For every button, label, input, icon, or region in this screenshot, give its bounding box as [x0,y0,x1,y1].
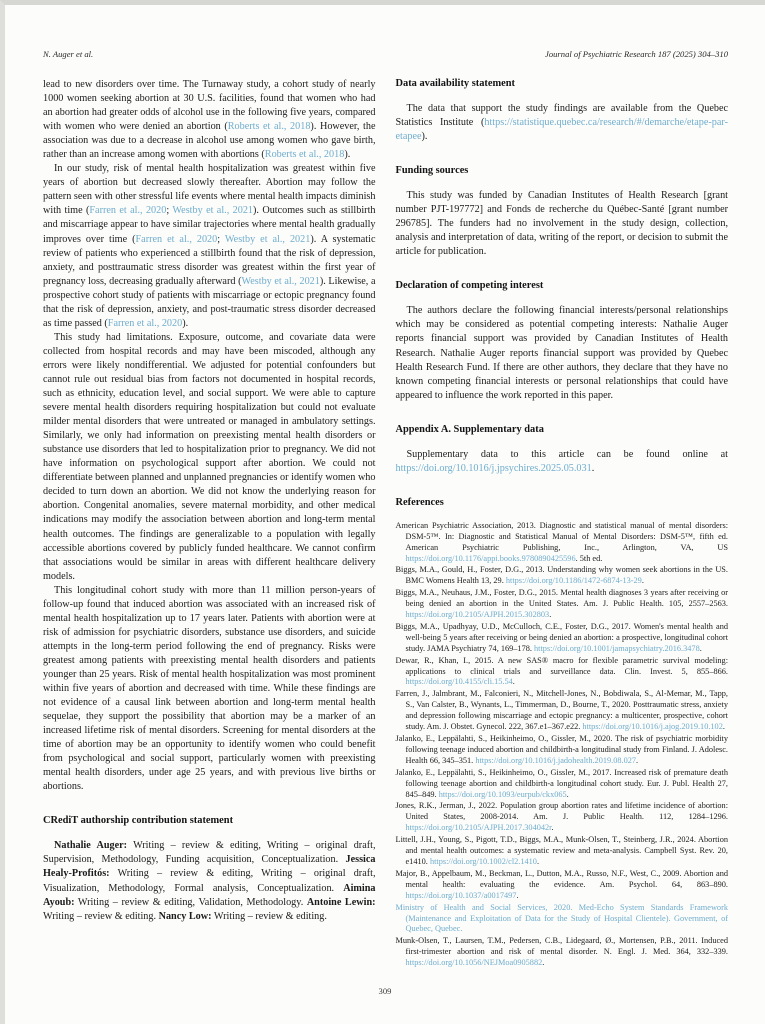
reference-entry [396,734,729,767]
paragraph [396,189,729,259]
text-segment: ). Outcomes such as stillbirth and miscarriage appear to have similar trajectories where mental health gradually improves over time ( [43,205,376,245]
citation-link[interactable]: Roberts et al., 2018 [264,149,345,161]
text-segment: ). [421,131,428,143]
text-segment: ; [217,233,225,245]
text-segment: Writing – review & editing. [43,910,159,922]
text-segment: ). However, the association was due to a decrease in alcohol use among women who gave birth, rather than an increase among women with abortions ( [43,121,376,161]
running-head-author: N. Auger et al. [43,49,94,59]
section-heading: Funding sources [395,165,469,177]
text-segment: Supplementary data to this article can be found online at [406,448,728,460]
left-column [43,78,376,970]
reference-entry [396,588,729,621]
text-segment: Jones, R.K., Jerman, J., 2022. Population group abortion rates and lifetime incidence of abortion: United States, 2008-2014. Am. J. Public Health. 112, 1284–1296. [395,801,728,822]
section [396,165,729,259]
text-segment: ). [344,149,351,161]
reference-entry [396,936,729,969]
text-segment: Biggs, M.A., Gould, H., Foster, D.G., 2013. Understanding why women seek abortions in the US. BMC Womens Health 13, 29. [395,565,728,586]
text-segment: Jalanko, E., Leppälahti, S., Heikinheimo, O., Gissler, M., 2017. Increased risk of premature death following teenage abortion and childbirth-a longitudinal cohort study. Eur. J. Publ. Health 27, 845–849. [395,767,728,799]
reference-entry [396,768,729,801]
text-segment: ; [166,205,173,217]
paragraph [43,162,376,331]
text-segment: Nancy Low: [158,910,212,922]
two-column-body [43,78,728,970]
text-segment: Nathalie Auger: [54,840,128,852]
text-segment: Littell, J.H., Young, S., Pigott, T.D., Biggs, M.A., Munk-Olsen, T., Steinberg, J.R., 2024. Abortion and mental health outcomes: a systematic review and meta-analysis. Campbell Syst. Rev. 20, e1410. [395,835,728,866]
doi-link[interactable]: https://doi.org/10.1093/eurpub/ckx065 [438,789,567,799]
text-segment: . [722,722,725,732]
text-segment: Antoine Lewin: [306,896,376,908]
text-segment: In our study, risk of mental health hospitalization was greatest within five years of abortion but decreased slowly thereafter. Abortion may follow the pattern seen with other stressful life events where mental health impacts diminish with time ( [43,163,376,217]
citation-link[interactable]: Farren et al., 2020 [89,205,167,217]
citation-link[interactable]: Westby et al., 2021 [172,205,254,217]
reference-entry [396,801,729,834]
text-segment: Aimina Ayoub: [43,882,376,908]
doi-link[interactable]: https://doi.org/10.1056/NEJMoa0905882 [405,958,543,968]
section-heading: Data availability statement [395,78,515,89]
text-segment: ). A systematic review of patients who experienced a stillbirth found that the risk of depression, anxiety, and posttraumatic stress disorder was greatest within the first year of pregnancy loss, decreasing gradually afterward ( [43,233,376,287]
section [43,815,376,923]
citation-link[interactable]: Westby et al., 2021 [241,275,320,287]
doi-link[interactable]: https://doi.org/10.4155/cli.15.54 [405,677,513,687]
citation-link[interactable]: Roberts et al., 2018 [227,121,311,133]
doi-link[interactable]: https://doi.org/10.2105/AJPH.2015.302803 [405,610,550,620]
section-heading: CRediT authorship contribution statement [43,815,234,827]
paragraph [396,448,729,476]
text-segment: Writing – review & editing, Writing – original draft, Supervision, Methodology, Funding acquisition, Conceptualization. [43,840,376,866]
text-segment: This longitudinal cohort study with more than 11 million person-years of follow-up found that induced abortion was associated with an increased risk of mental health hospitalization up to 17 years later. Patients with abortion were at risk of admission for psychiatric disorders, substance use disorders, and suicide attempts in the long-term period following the end of pregnancy. Risks were greatest among patients with preexisting mental health disorders and patients younger than 25 years. Risk of mental health hospitalization was most prominent within five years of abortion and decreased with time. While these findings are not evidence of a causal link between abortion and long-term mental health sequelae, they support the possibility that abortion may be a marker of an increased lifetime risk of mental disorders. Screening for mental disorders at the time of abortion may be an opportunity to identify women who could benefit from psychological and social support, particularly women with preexisting mental health disorders, under age 25 years, and with previous live births or abortions. [43,584,376,793]
reference-entry [396,521,729,565]
right-column [396,78,729,970]
text-segment: Biggs, M.A., Upadhyay, U.D., McCulloch, C.E., Foster, D.G., 2017. Women's mental health and well-being 5 years after receiving or being denied an abortion: a prospective, longitudinal cohort study. JAMA Psychiatry 74, 169–178. [395,621,728,653]
section [43,78,376,794]
reference-entry [396,869,729,902]
citation-link[interactable]: https://statistique.quebec.ca/research/#/demarche/etape-par-etapee [395,117,728,143]
doi-link[interactable]: https://doi.org/10.1001/jamapsychiatry.2016.3478 [534,643,700,653]
text-segment: lead to new disorders over time. The Turnaway study, a cohort study of nearly 1000 women seeking abortion at 30 U.S. facilities, found that women who had an abortion had greater odds of alcohol use in the following five years, compared with women who were denied an abortion ( [43,79,376,133]
text-segment: This study had limitations. Exposure, outcome, and covariate data were collected from hospital records and may have been miscoded, although any errors were likely nondifferential. We adjusted for potential confounders but cannot rule out residual bias from factors not documented in hospital records, such as ethnicity, education level, and social support. We were able to capture severe mental health disorders requiring hospitalization but could not evaluate milder mental disorders that were untreated or managed in ambulatory settings. Similarly, we only had information on preexisting mental health disorders or substance use disorders that led to hospitalization prior to pregnancy. We did not have information on psychological support after abortion. We could not differentiate between planned and unplanned pregnancies or identify women who decided to turn down an abortion. We did not know the underlying reason for abortion. Congenital anomalies, severe maternal morbidity, and other medical indications may modify the association between abortion and long-term mental health outcomes. The findings are generalizable to a population with legally accessible abortions covered by publicly funded healthcare. We cannot confirm that associations would be similar in areas with different healthcare delivery models. [43,331,376,582]
text-segment: . [551,823,554,833]
doi-link[interactable]: https://doi.org/10.1176/appi.books.9780890425596 [405,553,576,563]
text-segment: . [636,755,639,765]
text-segment: Major, B., Appelbaum, M., Beckman, L., Dutton, M.A., Russo, N.F., West, C., 2009. Abortion and mental health: evaluating the evidence. Am. Psychol. 64, 863–890. [395,868,728,889]
section [396,497,729,508]
paragraph [43,839,376,923]
text-segment: Dewar, R., Khan, I., 2015. A new SAS® macro for flexible parametric survival modeling: applications to clinical trials and surveillance data. Clin. Invest. 5, 855–866. [395,655,728,676]
section [396,280,729,402]
section [396,424,729,476]
reference-entry [396,565,729,587]
text-segment: Farren, J., Jalmbrant, M., Falconieri, N., Mitchell-Jones, N., Bobdiwala, S., Al-Memar, M., Tapp, S., Van Calster, B., Wynants, L., Timmerman, D., Bourne, T., 2020. Posttraumatic stress, anxiety and depression following miscarriage and ectopic pregnancy: a multicenter, prospective, cohort study. Am. J. Obstet. Gynecol. 222, 367.e1–367.e22. [395,689,728,732]
reference-entry [396,903,729,936]
reference-entry [396,622,729,655]
text-segment: . [566,789,569,799]
text-segment: Jessica Healy-Profitós: [43,854,376,880]
doi-link[interactable]: https://doi.org/10.1186/1472-6874-13-29 [505,576,642,586]
doi-link[interactable]: https://doi.org/10.1037/a0017497 [405,890,517,900]
citation-link[interactable]: Westby et al., 2021 [224,233,311,245]
reference-entry [396,835,729,868]
text-segment: . [591,462,595,474]
doi-link[interactable]: https://doi.org/10.1016/j.ajog.2019.10.102 [582,722,723,732]
page-number: 309 [378,986,392,996]
references-list [396,521,729,969]
text-segment: ). [182,317,189,329]
text-segment: Writing – review & editing, Validation, Methodology. [74,896,307,908]
paragraph [43,584,376,795]
text-segment: Biggs, M.A., Neuhaus, J.M., Foster, D.G., 2015. Mental health diagnoses 3 years after receiving or being denied an abortion in the United States. Am. J. Public Health. 105, 2557–2563. [395,588,728,609]
text-segment: . [536,856,540,866]
text-segment: Munk-Olsen, T., Laursen, T.M., Pedersen, C.B., Lidegaard, Ø., Mortensen, P.B., 2011. Induced first-trimester abortion and risk of mental disorder. N. Engl. J. Med. 364, 332–339. [395,936,728,957]
text-segment: Jalanko, E., Leppälahti, S., Heikinheimo, O., Gissler, M., 2020. The risk of psychiatric morbidity following teenage induced abortion and childbirth-a longitudinal study from Finland. J. Adolesc. Health 66, 345–351. [395,734,728,765]
text-segment: . [699,643,702,653]
text-segment: This study was funded by Canadian Institutes of Health Research [grant number PJT-197772] and Fonds de recherche du Québec-Santé [grant number 296785]. The funders had no involvement in the study design, collection, analysis and interpretation of data, writing of the report, or decision to submit the article for publication. [395,190,728,258]
doi-link[interactable]: Ministry of Health and Social Services, 2020. Med-Echo System Standards Framework (Maintenance and Exploitation of Data for the Study of Hospital Clientele). Government, of Quebec, Quebec. [395,902,728,934]
reference-entry [396,689,729,733]
citation-link[interactable]: Farren et al., 2020 [107,317,183,329]
text-segment: . [516,890,519,900]
text-segment: ). Likewise, a prospective cohort study of patients with miscarriage or ectopic pregnancy found that the risk of depression, anxiety, and post-traumatic stress disorder decreased as time passed ( [43,275,376,329]
text-segment: . [549,610,552,620]
running-head-journal: Journal of Psychiatric Research 187 (2025) 304–310 [545,49,728,59]
paragraph [396,102,729,144]
paragraph [43,78,376,162]
doi-link[interactable]: https://doi.org/10.1016/j.jadohealth.2019.08.027 [475,755,637,765]
section-heading: References [395,496,444,508]
text-segment: The data that support the study findings are available from the Quebec Statistics Institute ( [395,103,728,129]
paragraph [43,331,376,584]
text-segment: . [641,576,644,586]
running-head [43,49,728,59]
doi-link[interactable]: https://doi.org/10.1002/cl2.1410 [429,856,537,866]
text-segment: . [542,958,545,968]
paragraph [396,304,729,402]
text-segment: Writing – review & editing, Writing – original draft, Visualization, Methodology, Formal analysis, Conceptualization. [43,868,376,894]
text-segment: . 5th ed. [575,553,603,563]
text-segment: The authors declare the following financial interests/personal relationships which may be considered as potential competing interests: Nathalie Auger reports financial support was provided by Canadian Institutes of Health Research. Nathalie Auger reports financial support was provided by Quebec Health Research Fund. If there are other authors, they declare that they have no known competing financial interests or personal relationships that could have appeared to influence the work reported in this paper. [395,305,728,401]
doi-link[interactable]: https://doi.org/10.2105/AJPH.2017.304042r [405,823,552,833]
text-segment: Writing – review & editing. [211,910,327,922]
citation-link[interactable]: Farren et al., 2020 [135,233,218,245]
section [396,78,729,144]
reference-entry [396,656,729,689]
text-segment: American Psychiatric Association, 2013. Diagnostic and statistical manual of mental disorders: DSM-5™. In: Diagnostic and Statistical Manual of Mental Disorders: DSM-5™, fifth ed. American Psychiatric Publishing, Inc., Arlington, VA, US [395,520,728,552]
text-segment: . [512,677,515,687]
citation-link[interactable]: https://doi.org/10.1016/j.jpsychires.2025.05.031 [395,462,592,474]
section-heading: Declaration of competing interest [395,280,544,292]
section-heading: Appendix A. Supplementary data [395,423,544,435]
